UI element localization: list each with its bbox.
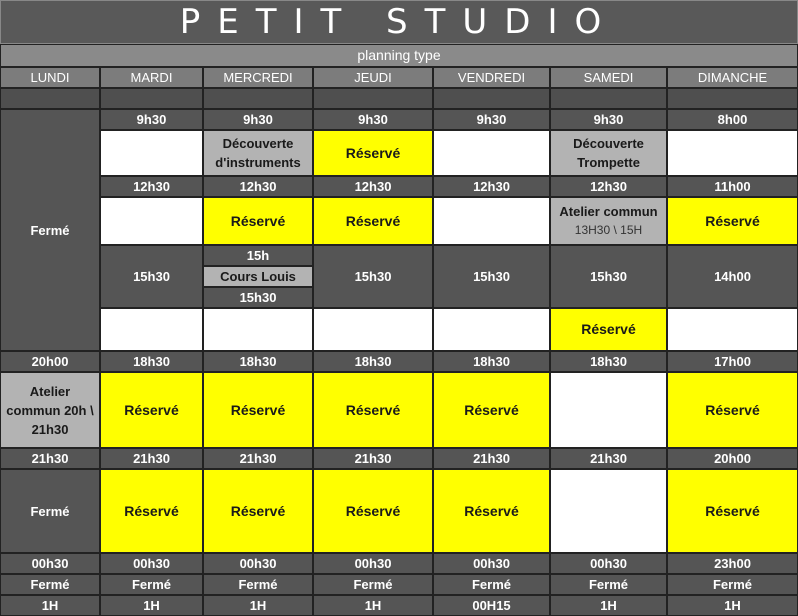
mercredi-time: 00h30 (203, 553, 313, 574)
day-header-jeudi: JEUDI (313, 67, 433, 88)
mercredi-activity-slot[interactable]: Découverte d'instruments (203, 130, 313, 176)
samedi-atelier-slot[interactable] (550, 197, 667, 245)
mardi-time: 12h30 (100, 176, 203, 197)
lundi-status: Fermé (0, 574, 100, 595)
lundi-time: 21h30 (0, 448, 100, 469)
day-header-mardi: MARDI (100, 67, 203, 88)
mercredi-time: 12h30 (203, 176, 313, 197)
samedi-reserved-slot[interactable]: Réservé (550, 308, 667, 351)
samedi-time: 18h30 (550, 351, 667, 372)
jeudi-time: 12h30 (313, 176, 433, 197)
dimanche-time: 17h00 (667, 351, 798, 372)
dimanche-status: Fermé (667, 574, 798, 595)
vendredi-status: Fermé (433, 574, 550, 595)
mardi-time: 9h30 (100, 109, 203, 130)
lundi-atelier-block (0, 372, 100, 448)
mardi-duration: 1H (100, 595, 203, 616)
vendredi-time: 00h30 (433, 553, 550, 574)
spacer-cell (667, 88, 798, 109)
mercredi-time: 18h30 (203, 351, 313, 372)
samedi-atelier-title: Atelier commun (559, 204, 658, 219)
samedi-time: 12h30 (550, 176, 667, 197)
jeudi-reserved-slot[interactable]: Réservé (313, 130, 433, 176)
dimanche-free-slot[interactable] (667, 130, 798, 176)
spacer-cell (313, 88, 433, 109)
lundi-duration: 1H (0, 595, 100, 616)
lundi-closed-cell: Fermé (0, 469, 100, 553)
mercredi-reserved-slot[interactable]: Réservé (203, 469, 313, 553)
mercredi-cours-end-time: 15h30 (203, 287, 313, 308)
samedi-duration: 1H (550, 595, 667, 616)
jeudi-time: 18h30 (313, 351, 433, 372)
dimanche-time: 8h00 (667, 109, 798, 130)
mardi-time: 00h30 (100, 553, 203, 574)
dimanche-time: 14h00 (667, 245, 798, 308)
jeudi-time: 00h30 (313, 553, 433, 574)
jeudi-reserved-slot[interactable]: Réservé (313, 469, 433, 553)
samedi-activity-slot[interactable]: Découverte Trompette (550, 130, 667, 176)
lundi-atelier-label: Atelier commun 20h \ 21h30 (6, 383, 94, 437)
mardi-time: 21h30 (100, 448, 203, 469)
day-header-mercredi: MERCREDI (203, 67, 313, 88)
spacer-cell (0, 88, 100, 109)
dimanche-time: 11h00 (667, 176, 798, 197)
dimanche-time: 20h00 (667, 448, 798, 469)
samedi-free-slot[interactable] (550, 469, 667, 553)
samedi-time: 21h30 (550, 448, 667, 469)
jeudi-time: 21h30 (313, 448, 433, 469)
day-header-dimanche: DIMANCHE (667, 67, 798, 88)
mercredi-reserved-slot[interactable]: Réservé (203, 197, 313, 245)
dimanche-reserved-slot[interactable]: Réservé (667, 372, 798, 448)
samedi-time: 15h30 (550, 245, 667, 308)
mardi-free-slot[interactable] (100, 308, 203, 351)
jeudi-free-slot[interactable] (313, 308, 433, 351)
vendredi-free-slot[interactable] (433, 197, 550, 245)
vendredi-time: 9h30 (433, 109, 550, 130)
samedi-time: 00h30 (550, 553, 667, 574)
jeudi-reserved-slot[interactable]: Réservé (313, 197, 433, 245)
jeudi-reserved-slot[interactable]: Réservé (313, 372, 433, 448)
spacer-cell (550, 88, 667, 109)
vendredi-time: 15h30 (433, 245, 550, 308)
dimanche-free-slot[interactable] (667, 308, 798, 351)
spacer-cell (100, 88, 203, 109)
mercredi-time: 9h30 (203, 109, 313, 130)
dimanche-reserved-slot[interactable]: Réservé (667, 469, 798, 553)
vendredi-free-slot[interactable] (433, 308, 550, 351)
mardi-free-slot[interactable] (100, 130, 203, 176)
mercredi-free-slot[interactable] (203, 308, 313, 351)
vendredi-time: 18h30 (433, 351, 550, 372)
samedi-time: 9h30 (550, 109, 667, 130)
vendredi-time: 21h30 (433, 448, 550, 469)
jeudi-status: Fermé (313, 574, 433, 595)
spacer-cell (203, 88, 313, 109)
mardi-time: 18h30 (100, 351, 203, 372)
dimanche-reserved-slot[interactable]: Réservé (667, 197, 798, 245)
vendredi-time: 12h30 (433, 176, 550, 197)
mardi-time: 15h30 (100, 245, 203, 308)
mercredi-cours-slot[interactable]: Cours Louis (203, 266, 313, 287)
page-subtitle: planning type (0, 44, 798, 67)
vendredi-reserved-slot[interactable]: Réservé (433, 469, 550, 553)
mercredi-status: Fermé (203, 574, 313, 595)
mercredi-reserved-slot[interactable]: Réservé (203, 372, 313, 448)
day-header-lundi: LUNDI (0, 67, 100, 88)
mardi-reserved-slot[interactable]: Réservé (100, 372, 203, 448)
lundi-time: 20h00 (0, 351, 100, 372)
mercredi-cours-start-time: 15h (203, 245, 313, 266)
lundi-closed-cell: Fermé (0, 109, 100, 351)
jeudi-time: 15h30 (313, 245, 433, 308)
day-header-vendredi: VENDREDI (433, 67, 550, 88)
dimanche-duration: 1H (667, 595, 798, 616)
vendredi-reserved-slot[interactable]: Réservé (433, 372, 550, 448)
jeudi-duration: 1H (313, 595, 433, 616)
vendredi-duration: 00H15 (433, 595, 550, 616)
spacer-cell (433, 88, 550, 109)
mardi-status: Fermé (100, 574, 203, 595)
samedi-atelier-time: 13H30 \ 15H (574, 223, 643, 237)
dimanche-time: 23h00 (667, 553, 798, 574)
mardi-free-slot[interactable] (100, 197, 203, 245)
day-header-samedi: SAMEDI (550, 67, 667, 88)
vendredi-free-slot[interactable] (433, 130, 550, 176)
samedi-free-slot[interactable] (550, 372, 667, 448)
mercredi-duration: 1H (203, 595, 313, 616)
lundi-time: 00h30 (0, 553, 100, 574)
page-title: PETIT STUDIO (0, 0, 798, 44)
mardi-reserved-slot[interactable]: Réservé (100, 469, 203, 553)
samedi-status: Fermé (550, 574, 667, 595)
mercredi-time: 21h30 (203, 448, 313, 469)
jeudi-time: 9h30 (313, 109, 433, 130)
